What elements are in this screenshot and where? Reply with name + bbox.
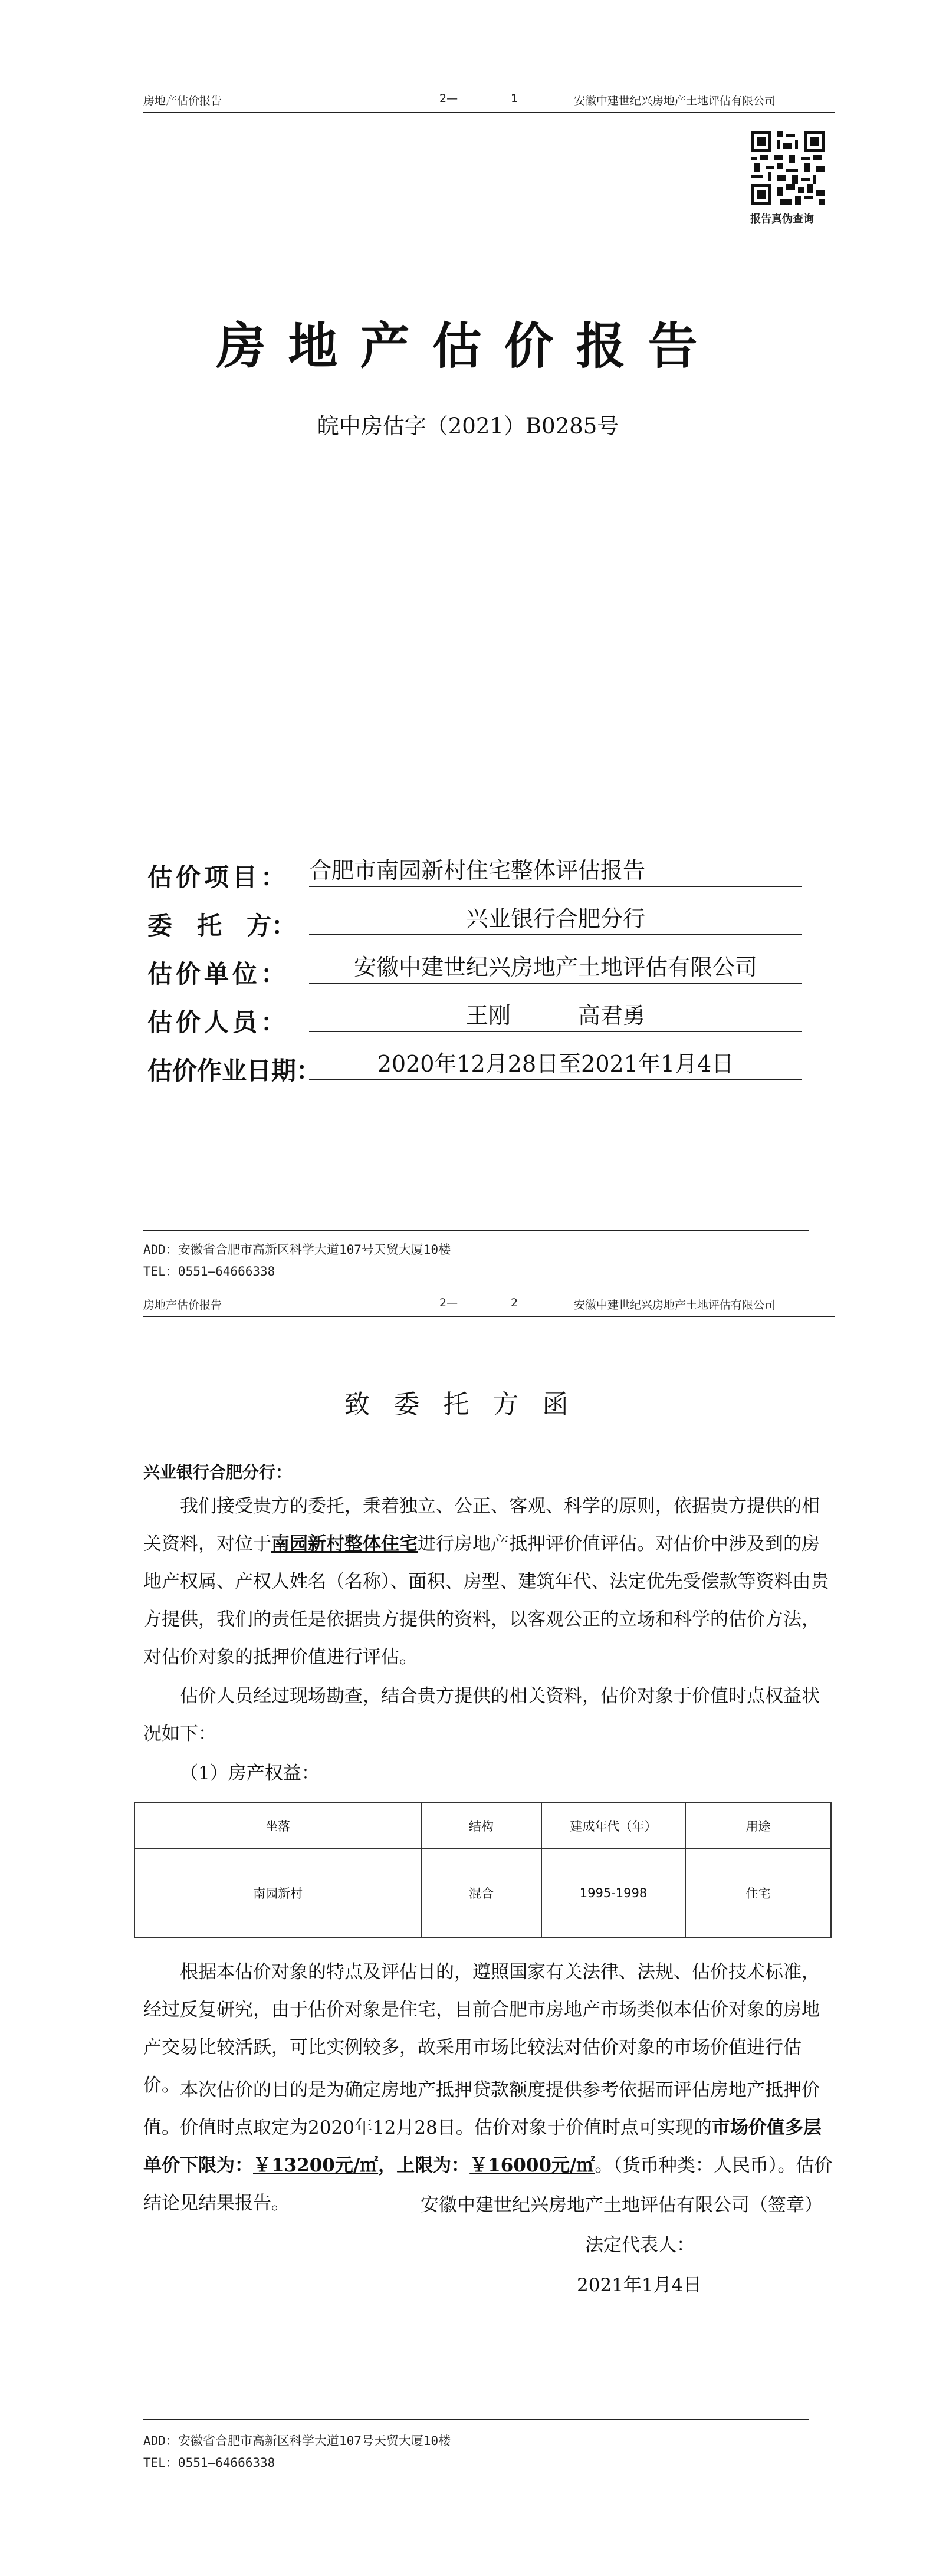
qr-code-icon[interactable] (751, 131, 825, 205)
footer-telephone: TEL：0551—64666338 (143, 1264, 275, 1279)
paragraph-1-text-c: 进行房地产抵押评价值评估。对估价中涉及到的房地产权属、产权人姓名（名称）、面积、房型、建筑年代、法定优先受偿款等资料由贵方提供，我们的责任是依据贵方提供的资料，以客观公正的立场和科学的估价方法，对估价对象的抵押价值进行评估。 (143, 1533, 829, 1668)
footer-address: ADD：安徽省合肥市高新区科学大道107号天贸大厦10楼 (143, 2434, 451, 2448)
table-header-cell: 坐落 (134, 1803, 421, 1849)
report-number: 皖中房估字（2021）B0285号 (317, 413, 619, 439)
paragraph-1-property: 南园新村整体住宅 (271, 1533, 418, 1555)
letter-addressee: 兴业银行合肥分行： (143, 1463, 293, 1482)
header-right: 安徽中建世纪兴房地产土地评估有限公司 (574, 94, 776, 107)
signature-legal-representative: 法定代表人： (585, 2235, 695, 2256)
header-page-number: 1 (511, 92, 518, 105)
table-cell: 混合 (421, 1849, 541, 1937)
paragraph-1 (143, 1487, 835, 1676)
paragraph-4-text-c: ，上限为： (378, 2155, 470, 2176)
field-value-company: 安徽中建世纪兴房地产土地评估有限公司 (309, 952, 802, 984)
letter-title: 致委托方函 (344, 1389, 592, 1420)
qr-caption: 报告真伪查询 (750, 213, 814, 225)
table-header-cell: 用途 (685, 1803, 831, 1849)
report-title: 房地产估价报告 (216, 317, 720, 375)
sub-heading-property-rights: （1）房产权益： (180, 1763, 320, 1784)
footer-address: ADD：安徽省合肥市高新区科学大道107号天贸大厦10楼 (143, 1243, 451, 1257)
header-page-prefix: 2— (439, 92, 458, 105)
table-header-cell: 结构 (421, 1803, 541, 1849)
header-page-prefix: 2— (439, 1296, 458, 1309)
header-right: 安徽中建世纪兴房地产土地评估有限公司 (574, 1299, 776, 1312)
paragraph-4-text-b: 市场价值多层单价下限为： (143, 2117, 822, 2176)
paragraph-2: 估价人员经过现场勘查，结合贵方提供的相关资料，估价对象于价值时点权益状况如下： (143, 1685, 820, 1744)
signature-company: 安徽中建世纪兴房地产土地评估有限公司（签章） (421, 2194, 823, 2216)
signature-date: 2021年1月4日 (577, 2275, 702, 2296)
paragraph-1-text-a: 我们接受贵方的委托，秉着独立、公正、客观、科学的原则，依据贵方提供的相关资料，对位于 (143, 1496, 820, 1555)
header-page-number: 2 (511, 1296, 518, 1309)
table-row (134, 1849, 831, 1937)
paragraph-4-text-a: 本次估价的目的是为确定房地产抵押贷款额度提供参考依据而评估房地产抵押价值。价值时点取定为2020年12月28日。估价对象于价值时点可实现的 (143, 2079, 820, 2138)
field-label-project: 估价项目： (147, 863, 290, 892)
field-label-client: 委 托 方： (147, 911, 297, 940)
table-header-row (134, 1803, 831, 1849)
header-rule (143, 112, 835, 113)
header-left: 房地产估价报告 (143, 1299, 222, 1312)
table-cell: 1995-1998 (541, 1849, 685, 1937)
paragraph-3: 根据本估价对象的特点及评估目的，遵照国家有关法律、法规、估价技术标准，经过反复研究，由于估价对象是住宅，目前合肥市房地产市场类似本估价对象的房地产交易比较活跃，可比实例较多，故采用市场比较法对估价对象的市场价值进行估价。 (143, 1961, 820, 2096)
header-left: 房地产估价报告 (143, 94, 222, 107)
footer-rule (143, 1230, 809, 1231)
table-header-cell: 建成年代（年） (541, 1803, 685, 1849)
field-value-staff: 王刚 高君勇 (309, 1000, 802, 1032)
field-value-client: 兴业银行合肥分行 (309, 903, 802, 935)
footer-rule (143, 2419, 809, 2420)
property-rights-table (134, 1802, 832, 1938)
field-value-dates: 2020年12月28日至2021年1月4日 (309, 1049, 802, 1080)
field-label-staff: 估价人员： (147, 1008, 290, 1037)
price-upper-bound: ￥16000元/㎡ (469, 2155, 595, 2176)
field-value-project: 合肥市南园新村住宅整体评估报告 (309, 855, 802, 887)
table-cell: 住宅 (685, 1849, 831, 1937)
header-rule (143, 1316, 835, 1317)
footer-telephone: TEL：0551—64666338 (143, 2456, 275, 2470)
table-cell: 南园新村 (134, 1849, 421, 1937)
field-label-dates: 估价作业日期： (147, 1056, 321, 1085)
field-label-company: 估价单位： (147, 960, 290, 988)
price-lower-bound: ￥13200元/㎡ (253, 2155, 379, 2176)
paragraph-4-text-d: 。（货币种类：人民币）。估价结论见结果报告。 (143, 2155, 833, 2214)
